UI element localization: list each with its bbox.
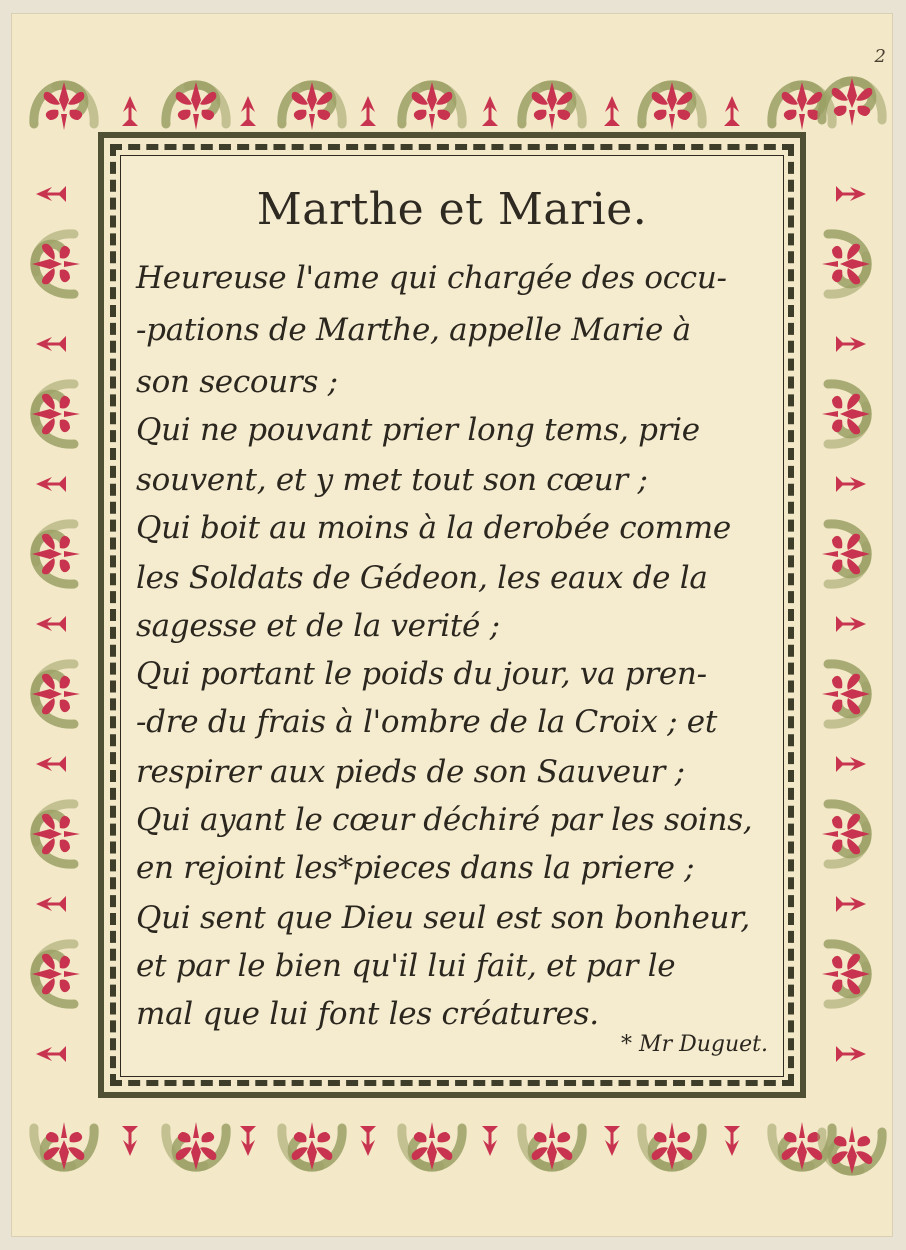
verse-line: son secours ; bbox=[136, 364, 338, 400]
verse-line: -pations de Marthe, appelle Marie à bbox=[136, 312, 691, 348]
verse-line: -dre du frais à l'ombre de la Croix ; et bbox=[136, 704, 717, 740]
border-left bbox=[32, 186, 80, 1062]
border-top bbox=[34, 78, 882, 130]
attribution: * Mr Duguet. bbox=[621, 1032, 768, 1057]
border-right bbox=[822, 186, 870, 1062]
verse-line: Qui ayant le cœur déchiré par les soins, bbox=[136, 802, 753, 838]
verse-line: Qui boit au moins à la derobée comme bbox=[136, 510, 731, 546]
verse-line: en rejoint les*pieces dans la priere ; bbox=[136, 850, 695, 886]
verse-line: mal que lui font les créatures. bbox=[136, 996, 599, 1032]
page-number: 2 bbox=[874, 46, 886, 67]
verse-line: Heureuse l'ame qui chargée des occu- bbox=[136, 260, 727, 296]
verse-line: Qui portant le poids du jour, va pren- bbox=[136, 656, 707, 692]
verse-line: sagesse et de la verité ; bbox=[136, 608, 500, 644]
verse-line: respirer aux pieds de son Sauveur ; bbox=[136, 754, 685, 790]
verse-line: souvent, et y met tout son cœur ; bbox=[136, 462, 648, 498]
verse-line: Qui ne pouvant prier long tems, prie bbox=[136, 412, 700, 448]
page-title: Marthe et Marie. bbox=[256, 184, 648, 235]
engraved-card bbox=[12, 14, 892, 1236]
verse-line: Qui sent que Dieu seul est son bonheur, bbox=[136, 900, 750, 936]
border-bottom bbox=[34, 1122, 882, 1174]
verse-line: et par le bien qu'il lui fait, et par le bbox=[136, 948, 676, 984]
verse-line: les Soldats de Gédeon, les eaux de la bbox=[136, 560, 708, 596]
